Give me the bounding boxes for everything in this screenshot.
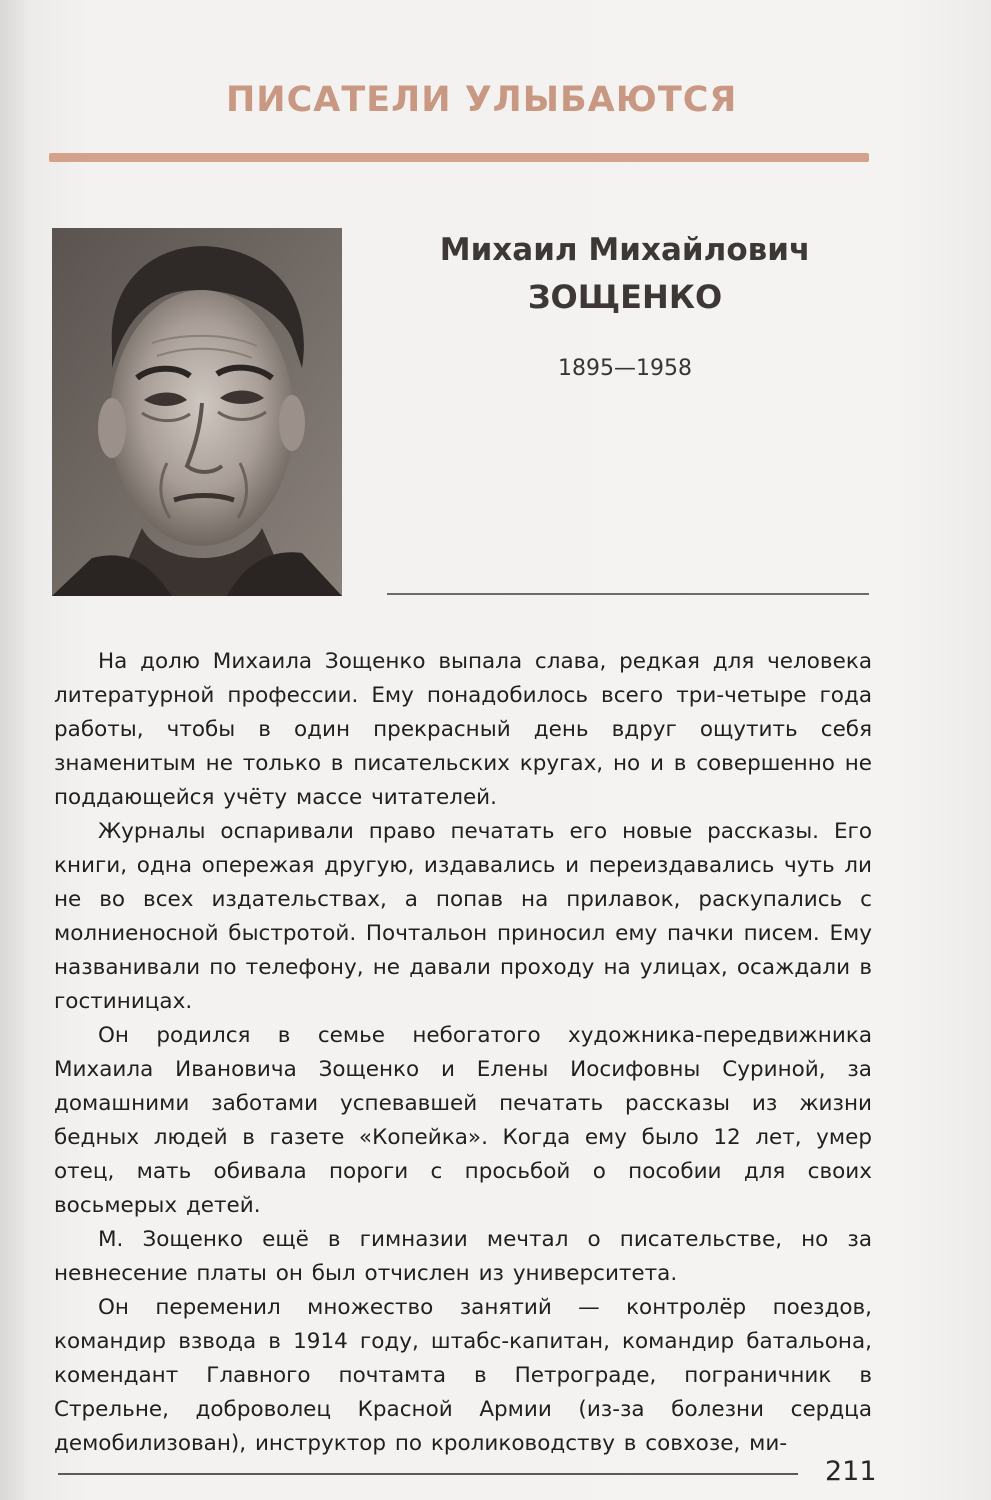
biography-text [54,645,872,1461]
paragraph: На долю Михаила Зощенко выпала слава, редкая для человека литературной профессии. Ему понадобилось всего три-четыре года работы, чтобы в один прекрасный день вдруг ощутить себя знаменитым не только в писательских кругах, но и в совершенно не поддающейся учёту массе читателей. [54,649,872,810]
paragraph: Он родился в семье небогатого художника-передвижника Михаила Ивановича Зощенко и Елены Иосифовны Суриной, за домашними заботами успевавшей печатать рассказы из жизни бедных людей в газете «Копейка». Когда ему было 12 лет, умер отец, мать обивала пороги с просьбой о пособии для своих восьмерых детей. [54,1023,872,1218]
title-underline [49,153,869,162]
author-name [400,232,850,316]
author-portrait [52,228,342,596]
author-surname: ЗОЩЕНКО [527,278,723,316]
paragraph: Он переменил множество занятий — контролёр поездов, командир взвода в 1914 году, штабс-капитан, командир батальона, комендант Главного почтамта в Петрограде, пограничник в Стрельне, доброволец Красной Армии (из-за болезни сердца демобилизован), инструктор по кролиководству в совхозе, ми- [54,1295,872,1456]
page-number: 211 [825,1456,877,1487]
author-years: 1895—1958 [558,356,692,381]
section-title: ПИСАТЕЛИ УЛЫБАЮТСЯ [226,80,738,120]
author-divider [387,593,869,595]
footer-rule [58,1473,798,1475]
paragraph: М. Зощенко ещё в гимназии мечтал о писательстве, но за невнесение платы он был отчислен из университета. [54,1227,872,1286]
paragraph: Журналы оспаривали право печатать его новые рассказы. Его книги, одна опережая другую, издавались и переиздавались чуть ли не во всех издательствах, а попав на прилавок, раскупались с молниеносной быстротой. Почтальон приносил ему пачки писем. Ему названивали по телефону, не давали проходу на улицах, осаждали в гостиницах. [54,819,872,1014]
author-first-names: Михаил Михайлович [439,232,811,268]
